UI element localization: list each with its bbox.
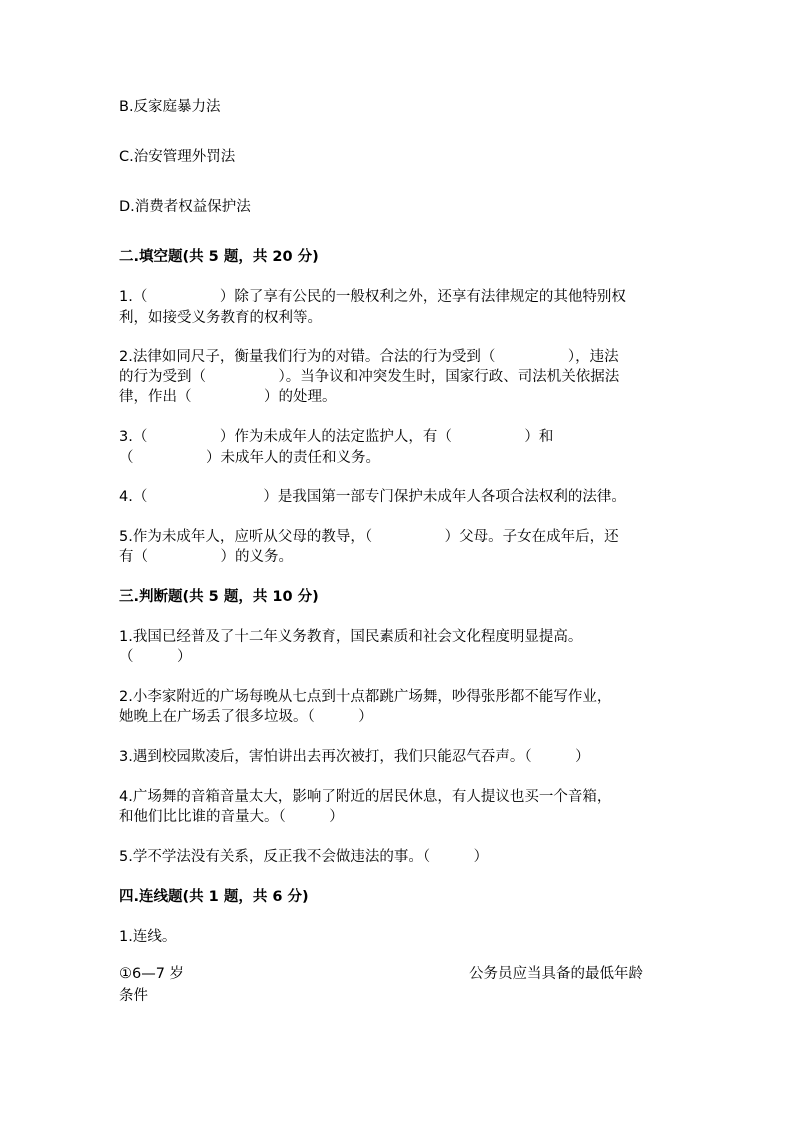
- fill-section-heading: 二.填空题(共 5 题，共 20 分): [119, 249, 319, 265]
- judge-question-4-line-1: 4.广场舞的音箱音量太大，影响了附近的居民休息，有人提议也买一个音箱，: [119, 789, 612, 805]
- judge-question-1-line-1: 1.我国已经普及了十二年义务教育，国民素质和社会文化程度明显提高。: [119, 629, 583, 645]
- judge-question-5: 5.学不学法没有关系，反正我不会做违法的事。（ ）: [119, 849, 489, 865]
- fill-question-1-line-1: 1.（ ）除了享有公民的一般权利之外，还享有法律规定的其他特别权: [119, 289, 626, 305]
- fill-question-3-line-1: 3.（ ）作为未成年人的法定监护人，有（ ）和: [119, 429, 554, 445]
- fill-question-5-line-2: 有（ ）的义务。: [119, 549, 293, 565]
- option-d: D.消费者权益保护法: [119, 199, 251, 215]
- fill-question-2-line-2: 的行为受到（ ）。当争议和冲突发生时，国家行政、司法机关依据法: [119, 369, 620, 385]
- option-b: B.反家庭暴力法: [119, 99, 221, 115]
- match-question-1: 1.连线。: [119, 929, 177, 945]
- option-c: C.治安管理外罚法: [119, 149, 236, 165]
- fill-question-3-line-2: （ ）未成年人的责任和义务。: [119, 450, 380, 466]
- fill-question-2-line-3: 律，作出（ ）的处理。: [119, 389, 337, 405]
- judge-question-2-line-2: 她晚上在广场丢了很多垃圾。（ ）: [119, 709, 373, 725]
- judge-question-1-line-2: （ ）: [119, 649, 192, 665]
- fill-question-4: 4.（ ）是我国第一部专门保护未成年人各项合法权利的法律。: [119, 489, 626, 505]
- judge-section-heading: 三.判断题(共 5 题，共 10 分): [119, 589, 319, 605]
- match-left-item-1: ①6—7 岁: [119, 966, 185, 982]
- judge-question-4-line-2: 和他们比比谁的音量大。（ ）: [119, 809, 344, 825]
- judge-question-2-line-1: 2.小李家附近的广场每晚从七点到十点都跳广场舞，吵得张彤都不能写作业，: [119, 689, 612, 705]
- match-right-item-1-continued: 条件: [119, 988, 148, 1004]
- fill-question-2-line-1: 2.法律如同尺子，衡量我们行为的对错。合法的行为受到（ ），违法: [119, 349, 619, 365]
- judge-question-3: 3.遇到校园欺凌后，害怕讲出去再次被打，我们只能忍气吞声。（ ）: [119, 749, 590, 765]
- fill-question-5-line-1: 5.作为未成年人，应听从父母的教导，（ ）父母。子女在成年后，还: [119, 529, 619, 545]
- fill-question-1-line-2: 利，如接受义务教育的权利等。: [119, 310, 322, 326]
- match-right-item-1: 公务员应当具备的最低年龄: [469, 966, 643, 982]
- match-section-heading: 四.连线题(共 1 题，共 6 分): [119, 889, 309, 905]
